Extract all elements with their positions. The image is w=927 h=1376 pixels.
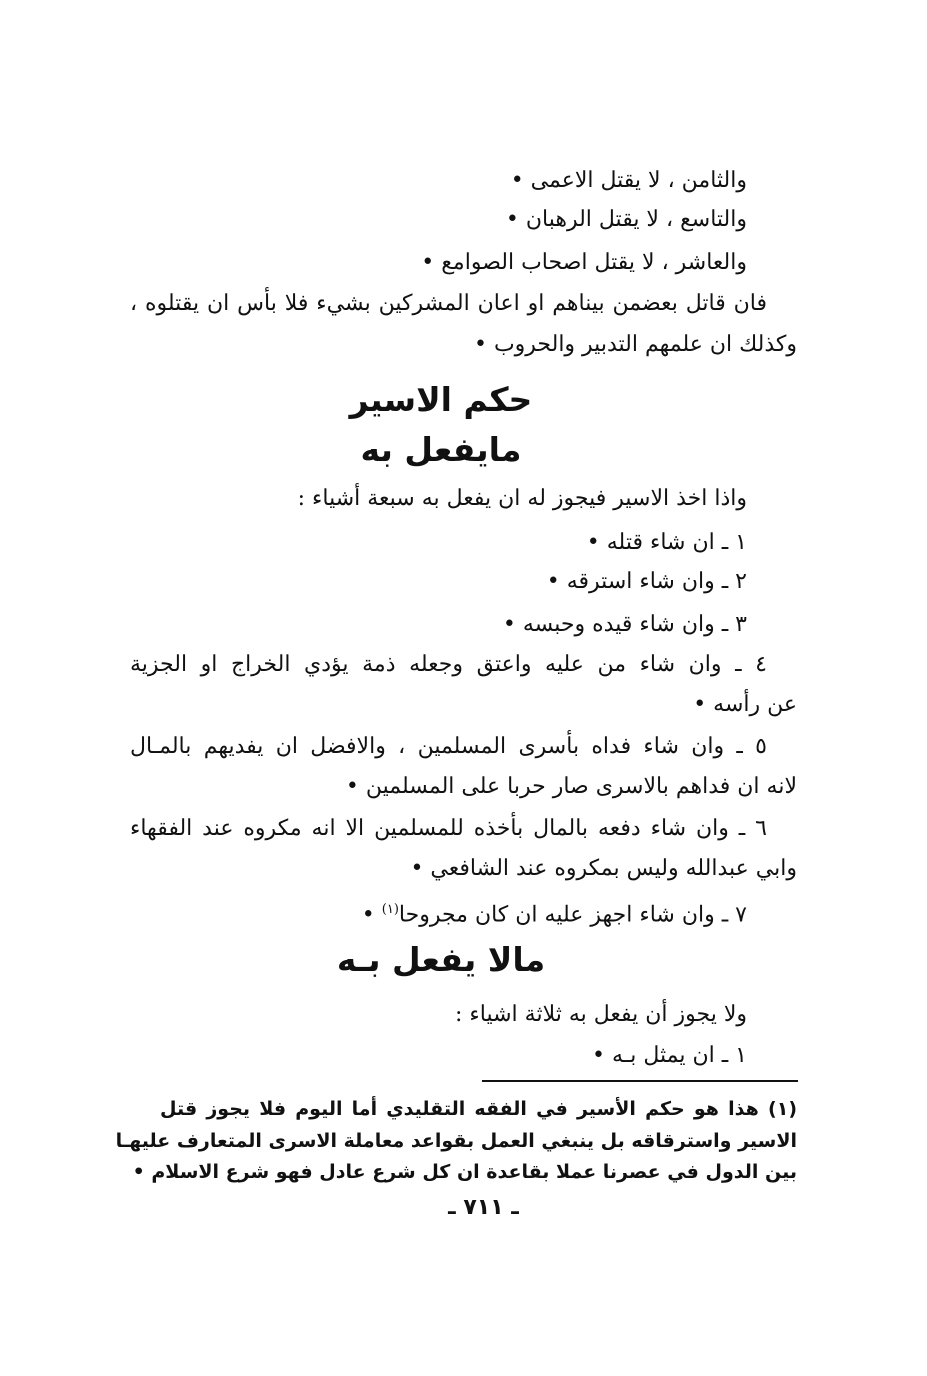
page-number: ـ ٧١١ ـ bbox=[448, 1195, 519, 1220]
list-item-5: ٥ ـ وان شاء فداه بأسرى المسلمين ، والافضل ان يفديهم بالمـال bbox=[130, 734, 767, 759]
section2-item-1: ١ ـ ان يمثل بـه • bbox=[592, 1043, 747, 1068]
footnote-line-3: بين الدول في عصرنا عملا بقاعدة ان كل شرع عادل فهو شرع الاسلام • bbox=[132, 1161, 797, 1183]
footnote-ref: (١) bbox=[381, 902, 399, 917]
list-item-5-cont: لانه ان فداهم بالاسرى صار حربا على المسلمين • bbox=[345, 774, 797, 799]
heading-what-is-done: مايفعل به bbox=[360, 430, 522, 469]
text-line-paragraph-1-cont: وكذلك ان علمهم التدبير والحروب • bbox=[473, 332, 797, 357]
list-item-7 bbox=[362, 895, 747, 930]
footnote-line-1: (١) هذا هو حكم الأسير في الفقه التقليدي أما اليوم فلا يجوز قتل bbox=[160, 1098, 797, 1120]
list-item-7-end: • bbox=[361, 902, 375, 928]
section1-intro: واذا اخذ الاسير فيجوز له ان يفعل به سبعة أشياء : bbox=[297, 486, 747, 511]
list-item-3: ٣ ـ وان شاء قيده وحبسه • bbox=[502, 612, 747, 637]
heading-prisoner-ruling: حكم الاسير bbox=[349, 380, 533, 419]
text-line-eighth: والثامن ، لا يقتل الاعمى • bbox=[510, 168, 747, 193]
list-item-7-text: ٧ ـ وان شاء اجهز عليه ان كان مجروحا bbox=[398, 902, 747, 928]
footnote-line-2: الاسير واسترقاقه بل ينبغي العمل بقواعد معاملة الاسرى المتعارف عليهـا bbox=[115, 1130, 797, 1152]
heading-what-is-not-done: مالا يفعل بـه bbox=[336, 940, 546, 979]
text-line-ninth: والتاسع ، لا يقتل الرهبان • bbox=[505, 207, 747, 232]
list-item-6: ٦ ـ وان شاء دفعه بالمال بأخذه للمسلمين الا انه مكروه عند الفقهاء bbox=[130, 816, 767, 841]
list-item-1: ١ ـ ان شاء قتله • bbox=[586, 530, 747, 555]
text-line-paragraph-1: فان قاتل بعضمن بيناهم او اعان المشركين بشيء فلا بأس ان يقتلوه ، bbox=[130, 291, 767, 316]
list-item-4: ٤ ـ وان شاء من عليه واعتق وجعله ذمة يؤدي الخراج او الجزية bbox=[130, 652, 767, 677]
list-item-2: ٢ ـ وان شاء استرقه • bbox=[546, 569, 747, 594]
list-item-4-cont: عن رأسه • bbox=[693, 692, 797, 717]
text-line-tenth: والعاشر ، لا يقتل اصحاب الصوامع • bbox=[421, 250, 747, 275]
list-item-6-cont: وابي عبدالله وليس بمكروه عند الشافعي • bbox=[410, 856, 797, 881]
footnote-divider bbox=[482, 1080, 798, 1082]
section2-intro: ولا يجوز أن يفعل به ثلاثة اشياء : bbox=[455, 1002, 747, 1027]
